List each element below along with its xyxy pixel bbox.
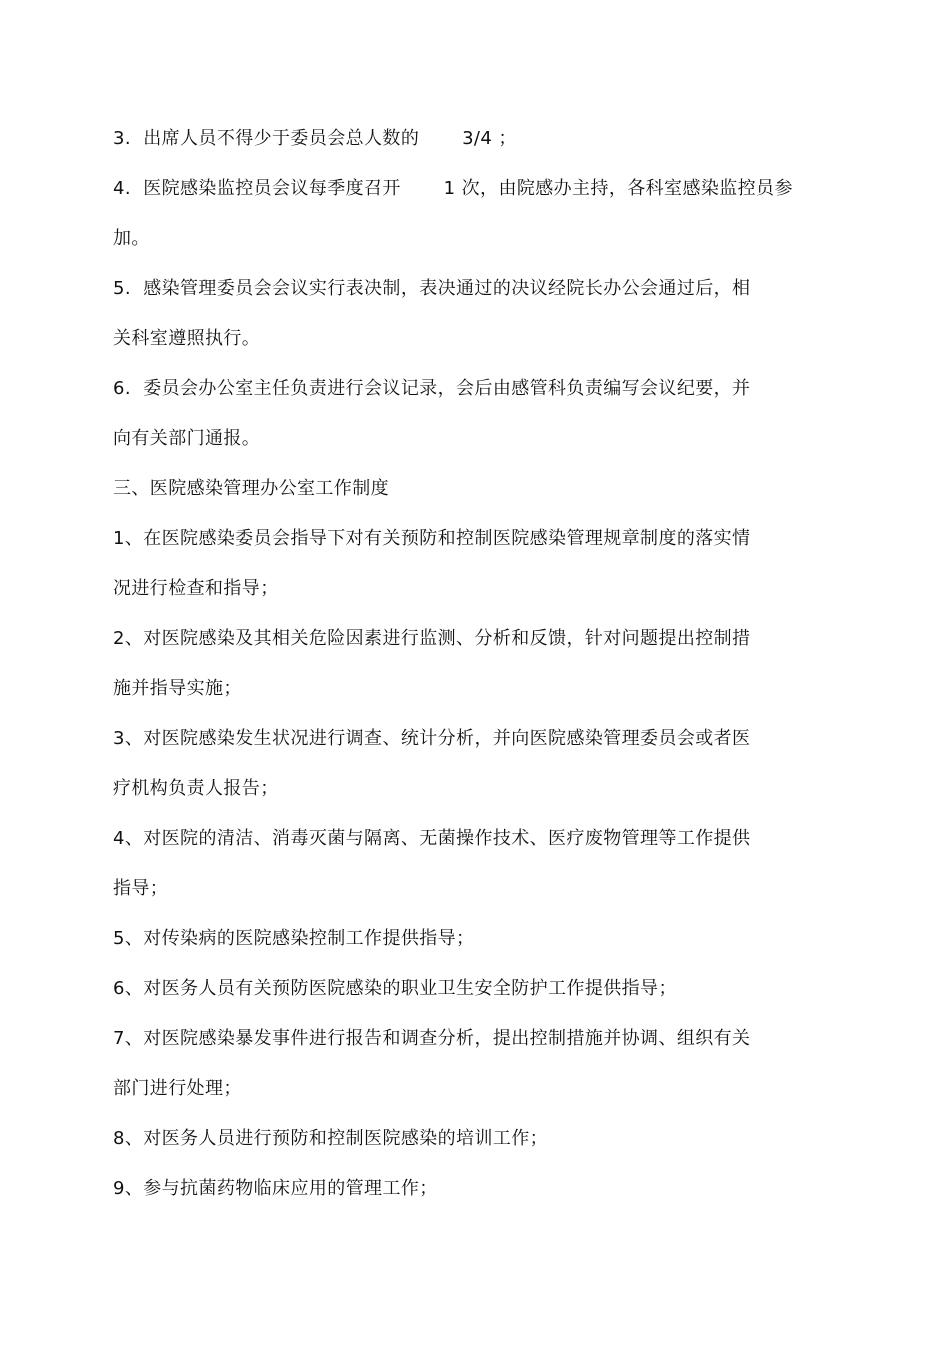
text-line: 1、在医院感染委员会指导下对有关预防和控制医院感染管理规章制度的落实情	[113, 528, 751, 549]
text-line: 6、对医务人员有关预防医院感染的职业卫生安全防护工作提供指导；	[113, 978, 677, 999]
text-line: 4、对医院的清洁、消毒灭菌与隔离、无菌操作技术、医疗废物管理等工作提供	[113, 828, 751, 849]
text-line: 3、对医院感染发生状况进行调查、统计分析，并向医院感染管理委员会或者医	[113, 728, 751, 749]
text-line: 指导；	[113, 878, 169, 899]
text-line: 5. 感染管理委员会会议实行表决制，表决通过的决议经院长办公会通过后，相	[113, 278, 751, 299]
text-line: 施并指导实施；	[113, 678, 242, 699]
text-line: 加。	[113, 228, 150, 249]
text-line: 部门进行处理；	[113, 1078, 242, 1099]
text-line: 4. 医院感染监控员会议每季度召开 1 次，由院感办主持，各科室感染监控员参	[113, 178, 793, 199]
text-line: 况进行检查和指导；	[113, 578, 279, 599]
text-line: 向有关部门通报。	[113, 428, 261, 449]
text-line: 7、对医院感染暴发事件进行报告和调查分析，提出控制措施并协调、组织有关	[113, 1028, 751, 1049]
text-line: 9、参与抗菌药物临床应用的管理工作；	[113, 1178, 438, 1199]
text-line: 2、对医院感染及其相关危险因素进行监测、分析和反馈，针对问题提出控制措	[113, 628, 751, 649]
section-heading: 三、医院感染管理办公室工作制度	[113, 478, 389, 499]
text-line: 疗机构负责人报告；	[113, 778, 279, 799]
text-line: 6. 委员会办公室主任负责进行会议记录，会后由感管科负责编写会议纪要，并	[113, 378, 751, 399]
text-line: 关科室遵照执行。	[113, 328, 261, 349]
text-line: 5、对传染病的医院感染控制工作提供指导；	[113, 928, 475, 949]
text-line: 8、对医务人员进行预防和控制医院感染的培训工作；	[113, 1128, 549, 1149]
text-line: 3. 出席人员不得少于委员会总人数的 3/4 ；	[113, 128, 517, 149]
